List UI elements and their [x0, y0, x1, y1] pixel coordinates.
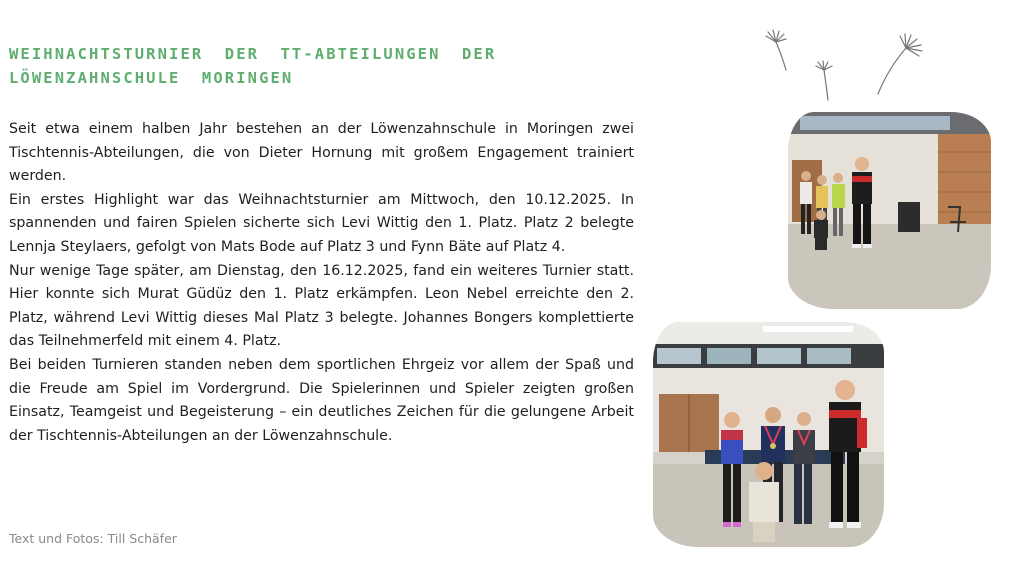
- paragraph-second-tournament: Nur wenige Tage später, am Dienstag, den 16.12.2025, fand ein weiteres Turnier statt. Hier konnte sich Murat Güdüz den 1. Platz erkämpfen. Leon Nebel erreichte den 2. Platz, während Levi Wittig dieses Mal Platz 3 belegte. Johannes Bongers komplettierte das Teilnehmerfeld mit einem 4. Platz.: [9, 262, 634, 350]
- article-title: WEIHNACHTSTURNIER DER TT-ABTEILUNGEN DER LÖWENZAHNSCHULE MORINGEN: [9, 45, 497, 87]
- tournament-photo-1: [788, 112, 991, 309]
- paragraph-conclusion: Bei beiden Turnieren standen neben dem sportlichen Ehrgeiz vor allem der Spaß und die Freude am Spiel im Vordergrund. Die Spielerinnen und Spieler zeigten großen Einsatz, Teamgeist und Begeisterung – ein deutliches Zeichen für die gelungene Arbeit der Tischtennis-Abteilungen an der Löwenzahnschule.: [9, 356, 634, 444]
- paragraph-first-tournament: Ein erstes Highlight war das Weihnachtsturnier am Mittwoch, den 10.12.2025. In spannenden und fairen Spielen sicherte sich Levi Wittig den 1. Platz. Platz 2 belegte Lennja Steylaers, gefolgt von Mats Bode auf Platz 3 und Fynn Bäte auf Platz 4.: [9, 191, 634, 255]
- tournament-photo-2: [653, 322, 884, 547]
- article-body: [9, 118, 634, 448]
- dandelion-seeds-icon: [760, 24, 935, 104]
- photo-2-image: [653, 322, 884, 547]
- paragraph-intro: Seit etwa einem halben Jahr bestehen an der Löwenzahnschule in Moringen zwei Tischtennis-Abteilungen, die von Dieter Hornung mit großem Engagement trainiert werden.: [9, 121, 634, 185]
- photo-1-image: [788, 112, 991, 309]
- photo-credit: Text und Fotos: Till Schäfer: [9, 531, 177, 546]
